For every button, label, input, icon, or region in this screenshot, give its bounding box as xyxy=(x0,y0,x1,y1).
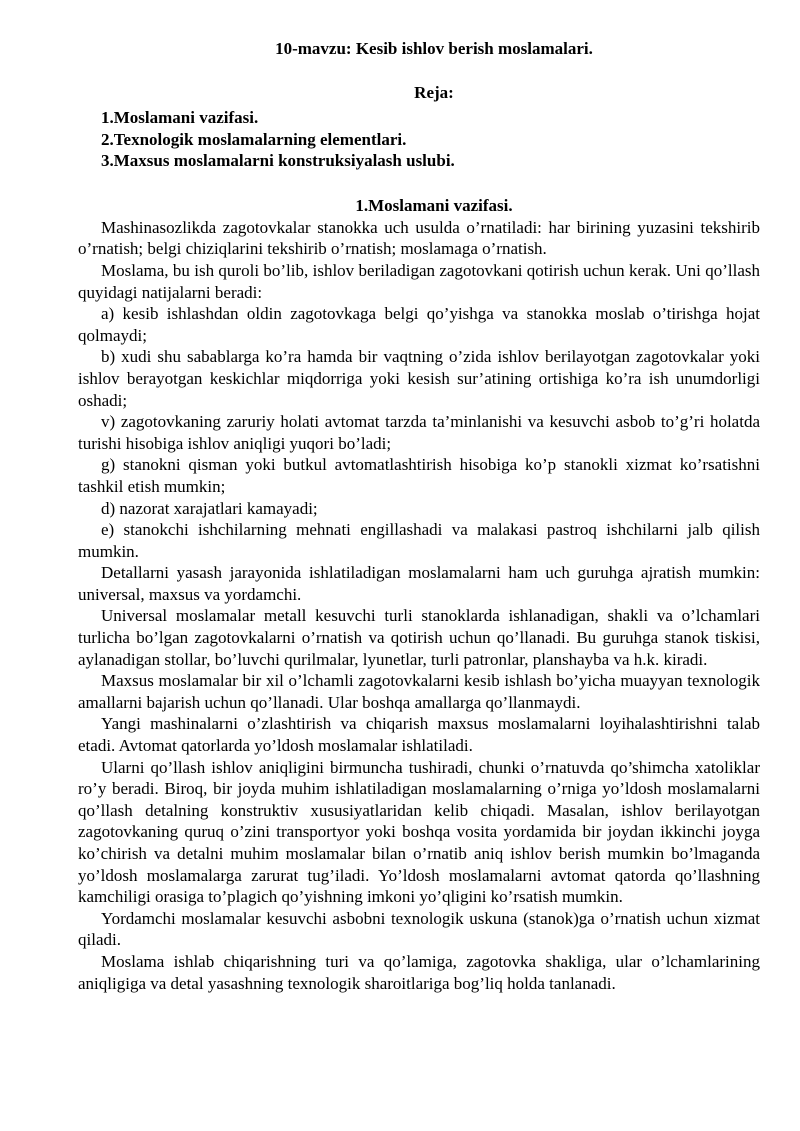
paragraph: b) xudi shu sabablarga ko’ra hamda bir vaqtning o’zida ishlov berilayotgan zagotovkalar yoki ishlov berayotgan keskichlar miqdorriga yoki kesish sur’atining ortishiga ko’ra ish unumdorligi oshadi; xyxy=(78,347,760,410)
paragraph: Moslama, bu ish quroli bo’lib, ishlov beriladigan zagotovkani qotirish uchun kerak. Uni qo’llash quyidagi natijalarni beradi: xyxy=(78,260,760,302)
paragraph: Yangi mashinalarni o’zlashtirish va chiqarish maxsus moslamalarni loyihalashtirishni talab etadi. Avtomat qatorlarda yo’ldosh moslamalar ishlatiladi. xyxy=(78,714,760,756)
paragraph: Yordamchi moslamalar kesuvchi asbobni texnologik uskuna (stanok)ga o’rnatish uchun xizmat qiladi. xyxy=(78,908,760,950)
section-body xyxy=(78,217,760,994)
paragraph: Mashinasozlikda zagotovkalar stanokka uch usulda o’rnatiladi: har birining yuzasini tekshirib o’rnatish; belgi chiziqlarini tekshirib o’rnatish; moslamaga o’rnatish. xyxy=(78,217,760,259)
paragraph: d) nazorat xarajatlari kamayadi; xyxy=(101,498,318,518)
plan-item: 3.Maxsus moslamalarni konstruksiyalash uslubi. xyxy=(101,151,455,171)
document-title: 10-mavzu: Kesib ishlov berish moslamalari. xyxy=(275,39,593,58)
plan-item: 2.Texnologik moslamalarning elementlari. xyxy=(101,129,407,149)
plan-item: 1.Moslamani vazifasi. xyxy=(101,108,259,127)
paragraph: Detallarni yasash jarayonida ishlatiladigan moslamalarni ham uch guruhga ajratish mumkin: universal, maxsus va yordamchi. xyxy=(78,563,760,604)
paragraph: e) stanokchi ishchilarning mehnati engillashadi va malakasi pastroq ishchilarni jalb qilish mumkin. xyxy=(78,520,760,561)
section-title: 1.Moslamani vazifasi. xyxy=(355,195,513,215)
paragraph: Maxsus moslamalar bir xil o’lchamli zagotovkalarni kesib ishlash bo’yicha muayyan texnologik amallarni bajarish uchun qo’llanadi. Ular boshqa amallarga qo’llanmaydi. xyxy=(78,671,760,712)
paragraph: Moslama ishlab chiqarishning turi va qo’lamiga, zagotovka shakliga, ular o’lchamlarining aniqligiga va detal yasashning texnologik sharoitlariga bog’liq holda tanlanadi. xyxy=(78,951,760,993)
paragraph: Universal moslamalar metall kesuvchi turli stanoklarda ishlanadigan, shakli va o’lchamlari turlicha bo’lgan zagotovkalarni o’rnatish va qotirish uchun qo’llanadi. Bu guruhga stanok tiskisi, aylanadigan stollar, bo’luvchi qurilmalar, lyunetlar, turli patronlar, planshayba va h.k. kiradi. xyxy=(78,606,760,669)
paragraph: a) kesib ishlashdan oldin zagotovkaga belgi qo’yishga va stanokka moslab o’tirishga hojat qolmaydi; xyxy=(78,304,760,345)
paragraph: g) stanokni qisman yoki butkul avtomatlashtirish hisobiga ko’p stanokli xizmat ko’rsatishni tashkil etish mumkin; xyxy=(78,455,760,496)
paragraph: v) zagotovkaning zaruriy holati avtomat tarzda ta’minlanishi va kesuvchi asbob to’g’ri holatda turishi hisobiga ishlov aniqligi yuqori bo’ladi; xyxy=(78,412,760,453)
plan-heading: Reja: xyxy=(414,83,454,102)
plan-list xyxy=(78,107,760,172)
paragraph: Ularni qo’llash ishlov aniqligini birmuncha tushiradi, chunki o’rnatuvda qo’shimcha xatoliklar ro’y beradi. Biroq, bir joyda muhim ishlatiladigan moslamalarning o’rniga yo’ldosh moslamalarni qo’llash detalning konstruktiv xususiyatlaridan kelib chiqadi. Masalan, ishlov berilayotgan zagotovkaning quruq o’zini transportyor yoki boshqa vosita yordamida bir joydan ikkinchi joyga ko’chirish va detalni muhim moslamalar bilan o’rnatib aniq ishlov berish mumkin bo’lmaganda yo’ldosh moslamalarga zarurat tug’iladi. Yo’ldosh moslamalarni avtomat qatorda qo’llashning kamchiligi orasiga to’plagich qo’yishning imkoni yo’qligini ko’rsatish mumkin. xyxy=(78,757,760,907)
